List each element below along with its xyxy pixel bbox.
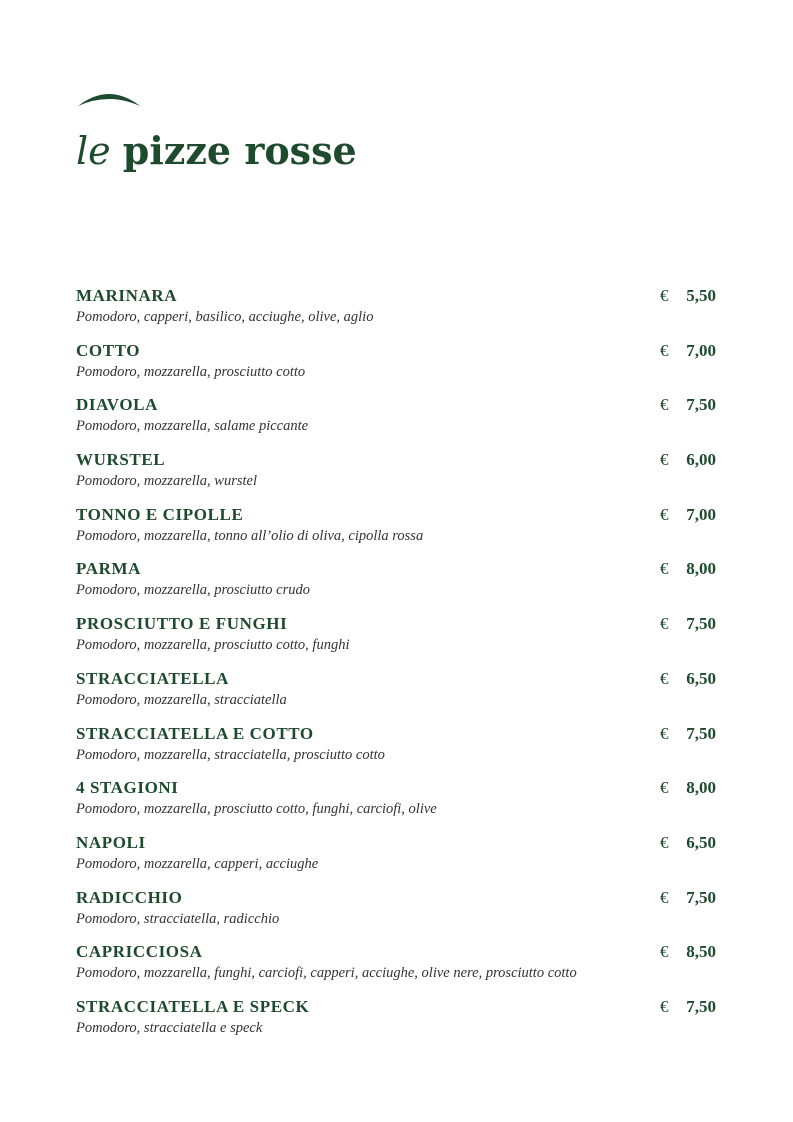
pizza-name: COTTO — [76, 340, 141, 360]
pizza-name: MARINARA — [76, 286, 178, 305]
pizza-name: DIAVOLA — [76, 395, 158, 415]
price-amount: 6,50 — [686, 832, 716, 852]
currency-symbol: € — [660, 504, 669, 524]
pizza-description: Pomodoro, mozzarella, salame piccante — [76, 418, 309, 435]
price-amount: 7,50 — [686, 887, 716, 907]
menu-item — [76, 395, 716, 450]
page-title — [76, 128, 357, 174]
menu-item — [76, 559, 716, 614]
pizza-description: Pomodoro, mozzarella, tonno all’olio di oliva, cipolla rossa — [76, 527, 424, 544]
pizza-description: Pomodoro, mozzarella, capperi, acciughe — [76, 855, 319, 872]
title-main: pizze rosse — [122, 128, 357, 173]
menu-item — [76, 614, 716, 669]
pizza-description: Pomodoro, mozzarella, stracciatella, prosciutto cotto — [76, 746, 385, 763]
pizza-name: PARMA — [76, 559, 141, 579]
currency-symbol: € — [660, 614, 669, 634]
menu-item — [76, 724, 716, 779]
price-amount: 5,50 — [686, 286, 716, 305]
price-amount: 7,50 — [686, 614, 716, 634]
price-amount: 8,00 — [686, 778, 716, 798]
currency-symbol: € — [660, 559, 669, 579]
currency-symbol: € — [660, 996, 669, 1016]
currency-symbol: € — [660, 887, 669, 907]
pizza-name: STRACCIATELLA E SPECK — [76, 996, 310, 1016]
pizza-name: CAPRICCIOSA — [76, 942, 203, 962]
pizza-description: Pomodoro, mozzarella, prosciutto cotto — [76, 363, 306, 380]
menu-item — [76, 888, 716, 943]
price-amount: 7,50 — [686, 996, 716, 1016]
currency-symbol: € — [660, 286, 669, 305]
menu-item — [76, 778, 716, 833]
currency-symbol: € — [660, 668, 669, 688]
currency-symbol: € — [660, 450, 669, 470]
price-amount: 8,00 — [686, 559, 716, 579]
currency-symbol: € — [660, 340, 669, 360]
pizza-description: Pomodoro, capperi, basilico, acciughe, olive, aglio — [76, 309, 374, 325]
arc-ornament-icon — [76, 88, 142, 110]
pizza-name: PROSCIUTTO E FUNGHI — [76, 614, 288, 634]
pizza-name: TONNO E CIPOLLE — [76, 504, 244, 524]
pizza-list — [76, 286, 716, 1052]
price-amount: 7,00 — [686, 504, 716, 524]
price-amount: 6,50 — [686, 668, 716, 688]
menu-item — [76, 669, 716, 724]
pizza-description: Pomodoro, mozzarella, stracciatella — [76, 691, 287, 708]
pizza-name: NAPOLI — [76, 832, 146, 852]
menu-item — [76, 341, 716, 396]
menu-item — [76, 286, 716, 341]
pizza-name: 4 STAGIONI — [76, 778, 179, 798]
menu-item — [76, 997, 716, 1052]
currency-symbol: € — [660, 723, 669, 743]
menu-item — [76, 505, 716, 560]
price-amount: 7,50 — [686, 723, 716, 743]
pizza-description: Pomodoro, mozzarella, prosciutto cotto, funghi — [76, 637, 350, 654]
currency-symbol: € — [660, 832, 669, 852]
currency-symbol: € — [660, 778, 669, 798]
pizza-name: WURSTEL — [76, 450, 166, 470]
price-amount: 7,50 — [686, 395, 716, 415]
price-amount: 6,00 — [686, 450, 716, 470]
price-amount: 8,50 — [686, 942, 716, 962]
pizza-name: STRACCIATELLA E COTTO — [76, 723, 314, 743]
pizza-description: Pomodoro, stracciatella e speck — [76, 1019, 263, 1036]
pizza-description: Pomodoro, mozzarella, wurstel — [76, 473, 257, 490]
pizza-name: RADICCHIO — [76, 887, 183, 907]
currency-symbol: € — [660, 942, 669, 962]
price-amount: 7,00 — [686, 340, 716, 360]
pizza-description: Pomodoro, mozzarella, funghi, carciofi, capperi, acciughe, olive nere, prosciutto cotto — [76, 965, 577, 982]
pizza-description: Pomodoro, mozzarella, prosciutto cotto, funghi, carciofi, olive — [76, 801, 437, 818]
menu-item — [76, 942, 716, 997]
pizza-description: Pomodoro, mozzarella, prosciutto crudo — [76, 582, 311, 599]
currency-symbol: € — [660, 395, 669, 415]
menu-item — [76, 833, 716, 888]
pizza-description: Pomodoro, stracciatella, radicchio — [76, 910, 280, 927]
pizza-name: STRACCIATELLA — [76, 668, 229, 688]
menu-item — [76, 450, 716, 505]
title-prefix: le — [76, 129, 111, 173]
